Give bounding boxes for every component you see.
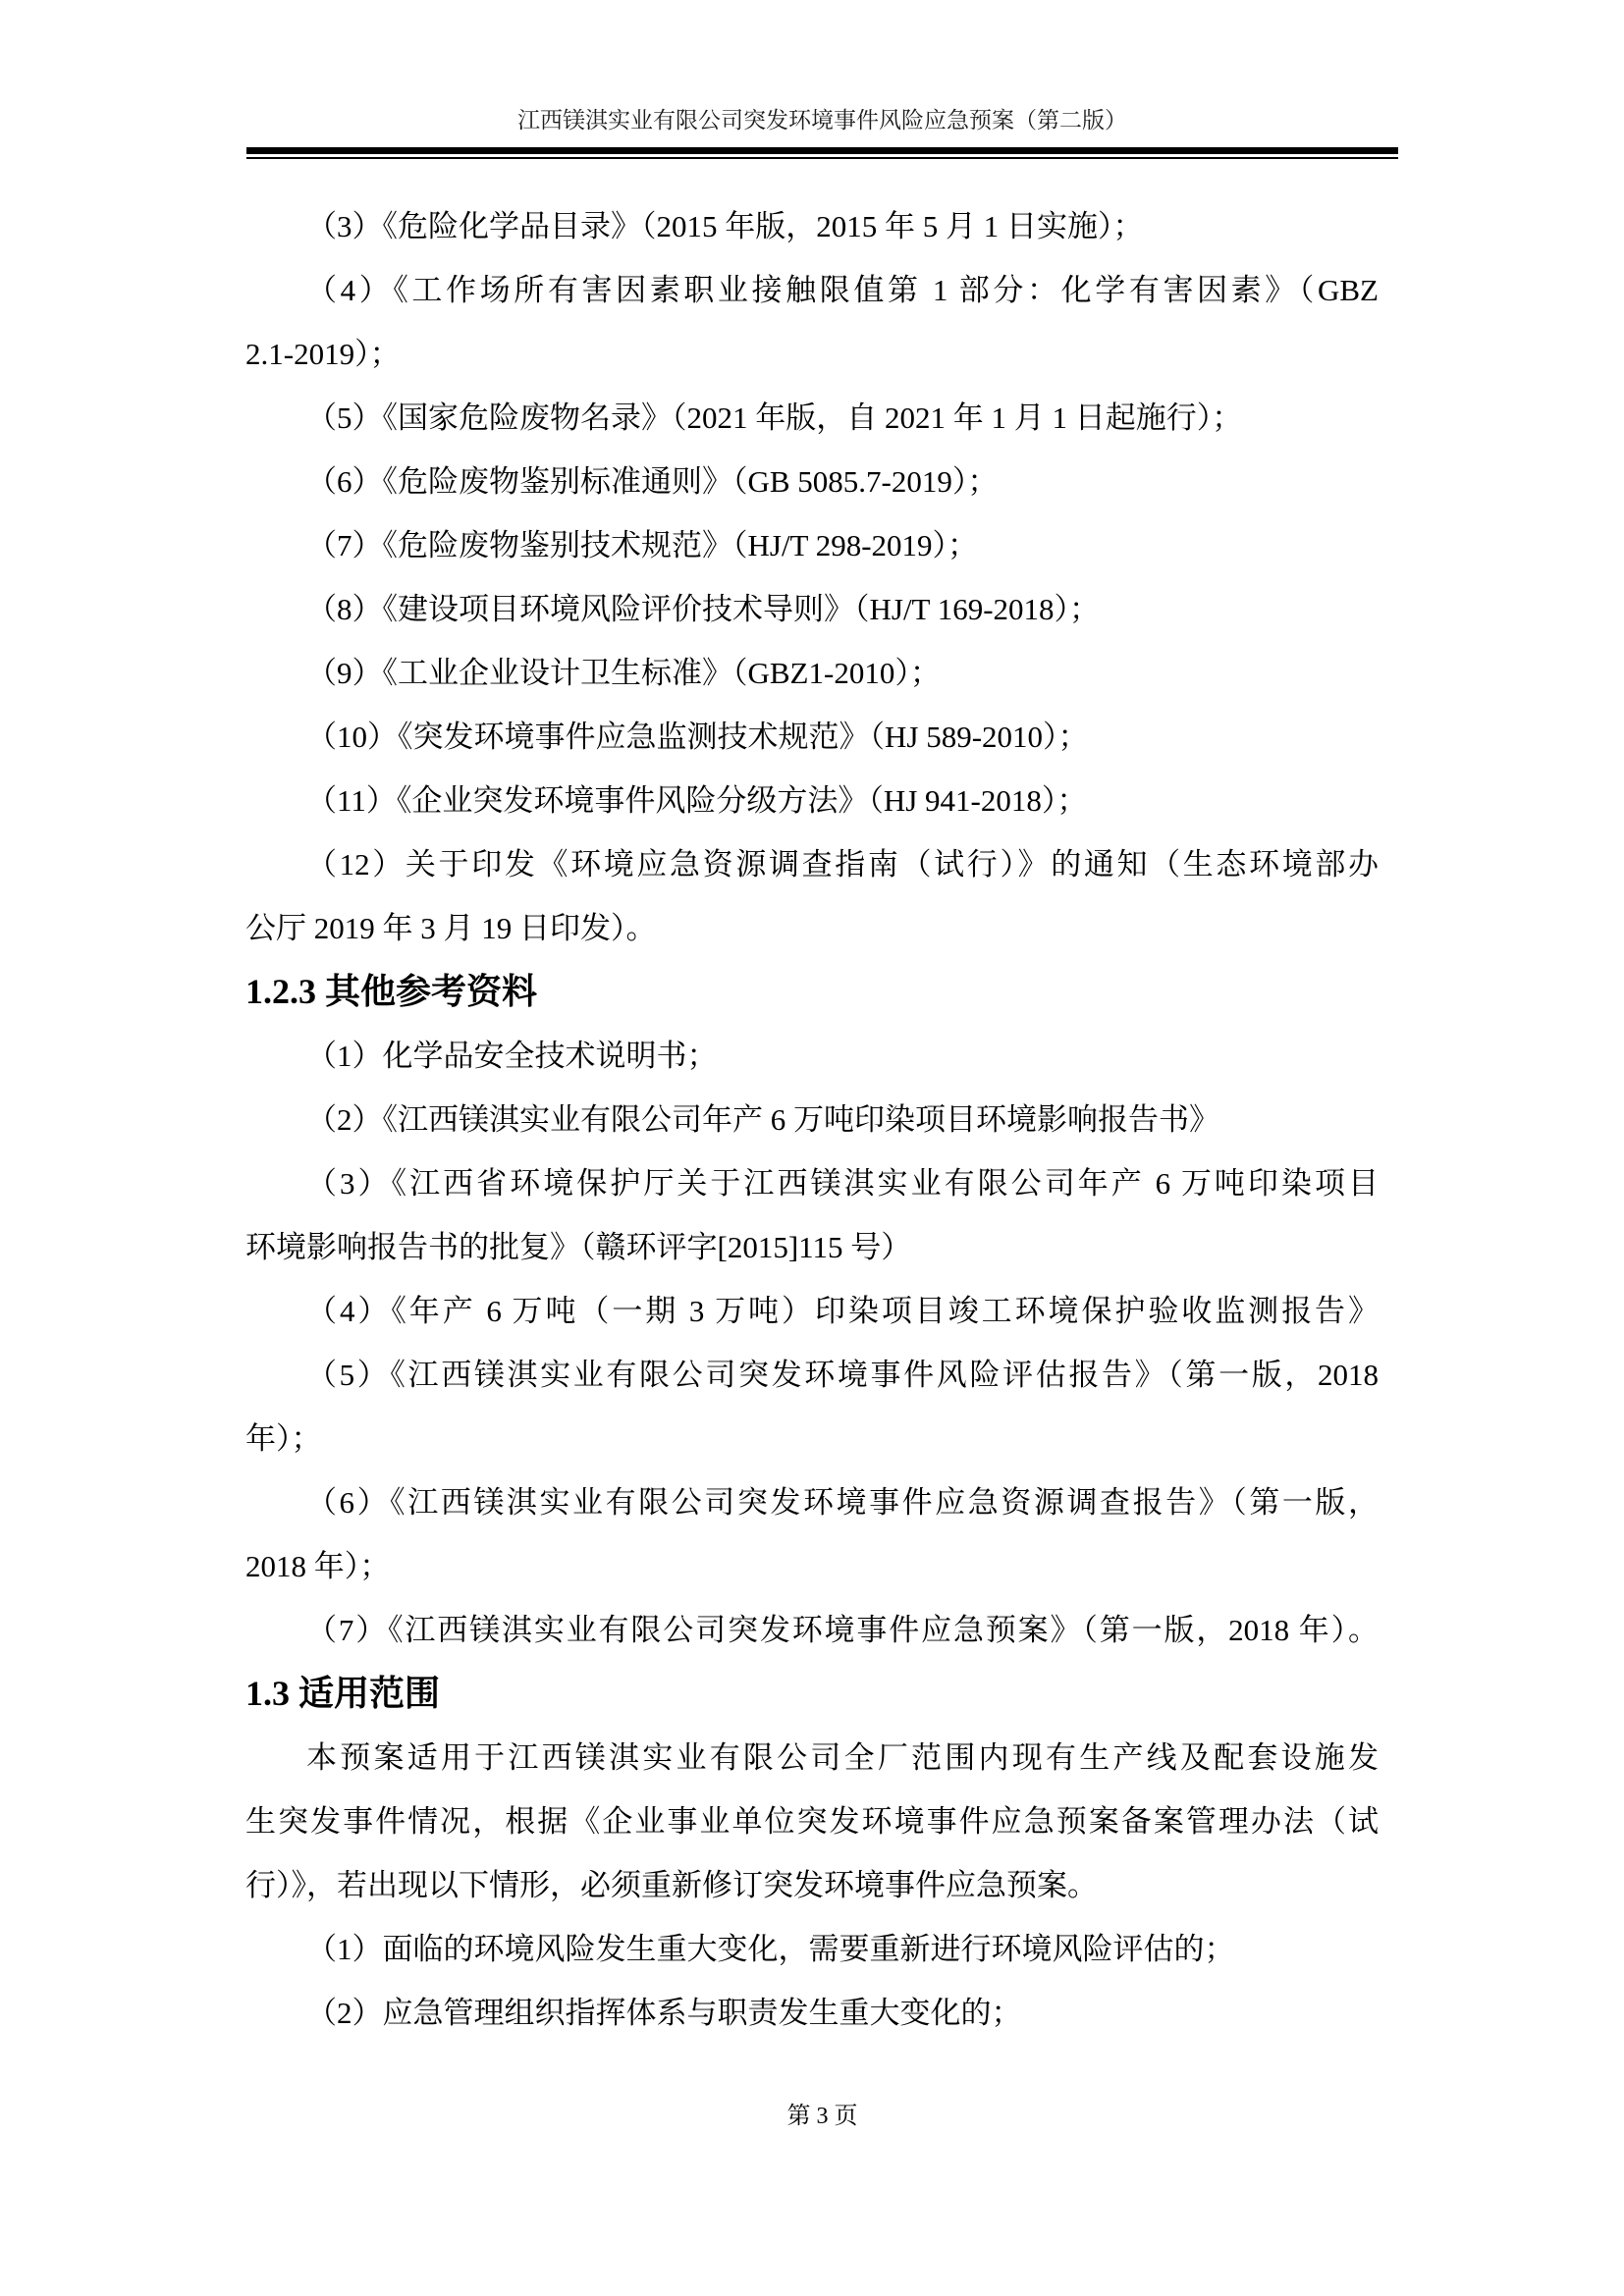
text-line: （6）《江西镁淇实业有限公司突发环境事件应急资源调查报告》（第一版，	[306, 1485, 1379, 1520]
header-rule-thin	[246, 157, 1398, 159]
text-line: （5）《国家危险废物名录》（2021 年版，自 2021 年 1 月 1 日起施行）；	[306, 400, 1243, 435]
page-header-title: 江西镁淇实业有限公司突发环境事件风险应急预案（第二版）	[517, 108, 1127, 133]
text-line: 生突发事件情况，根据《企业事业单位突发环境事件应急预案备案管理办法（试	[245, 1804, 1379, 1839]
text-line: 行）》，若出现以下情形，必须重新修订突发环境事件应急预案。	[245, 1868, 1098, 1902]
section-heading: 1.3 适用范围	[245, 1674, 441, 1713]
text-line: （3）《危险化学品目录》（2015 年版，2015 年 5 月 1 日实施）；	[306, 209, 1144, 243]
text-line: 环境影响报告书的批复》（赣环评字[2015]115 号）	[245, 1230, 912, 1264]
text-line: 2018 年）；	[245, 1549, 391, 1583]
text-line: （12）关于印发《环境应急资源调查指南（试行）》的通知（生态环境部办	[306, 847, 1379, 881]
text-line: （10）《突发环境事件应急监测技术规范》（HJ 589-2010）；	[306, 720, 1089, 754]
text-line: （8）《建设项目环境风险评价技术导则》（HJ/T 169-2018）；	[306, 592, 1101, 626]
text-line: 2.1-2019）；	[245, 337, 401, 371]
text-line: 本预案适用于江西镁淇实业有限公司全厂范围内现有生产线及配套设施发	[306, 1740, 1379, 1775]
text-line: （4）《工作场所有害因素职业接触限值第 1 部分：化学有害因素》（GBZ	[306, 273, 1379, 307]
document-body	[245, 194, 1379, 2045]
text-line: （2）应急管理组织指挥体系与职责发生重大变化的；	[306, 1996, 1022, 2030]
text-line: （1）化学品安全技术说明书；	[306, 1039, 718, 1073]
text-line: （7）《江西镁淇实业有限公司突发环境事件应急预案》（第一版，2018 年）。	[306, 1613, 1379, 1647]
text-line: （11）《企业突发环境事件风险分级方法》（HJ 941-2018）；	[306, 783, 1088, 818]
text-line: （4）《年产 6 万吨（一期 3 万吨）印染项目竣工环境保护验收监测报告》	[306, 1294, 1379, 1328]
text-line: （1）面临的环境风险发生重大变化，需要重新进行环境风险评估的；	[306, 1932, 1235, 1966]
text-line: 公厅 2019 年 3 月 19 日印发）。	[245, 911, 657, 945]
header-rule-thick	[246, 147, 1398, 154]
section-heading: 1.2.3 其他参考资料	[245, 972, 538, 1011]
text-line: （3）《江西省环境保护厅关于江西镁淇实业有限公司年产 6 万吨印染项目	[306, 1166, 1379, 1201]
text-line: 年）；	[245, 1421, 322, 1456]
text-line: （2）《江西镁淇实业有限公司年产 6 万吨印染项目环境影响报告书》	[306, 1102, 1219, 1137]
text-line: （9）《工业企业设计卫生标准》（GBZ1-2010）；	[306, 656, 941, 690]
text-line: （5）《江西镁淇实业有限公司突发环境事件风险评估报告》（第一版，2018	[306, 1358, 1379, 1392]
page-number: 第 3 页	[786, 2104, 858, 2129]
text-line: （6）《危险废物鉴别标准通则》（GB 5085.7-2019）；	[306, 464, 999, 499]
text-line: （7）《危险废物鉴别技术规范》（HJ/T 298-2019）；	[306, 528, 979, 562]
